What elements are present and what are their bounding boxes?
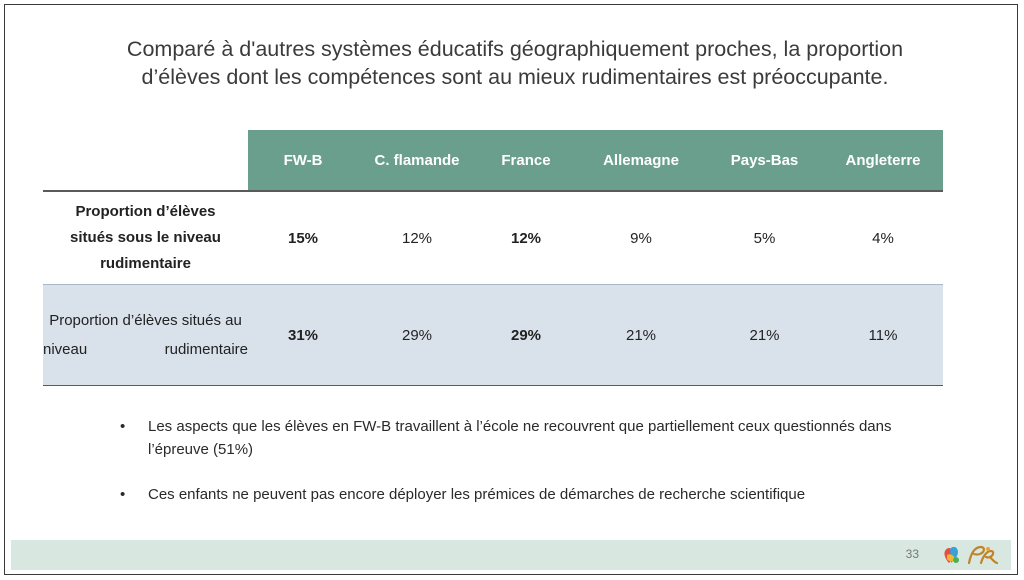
column-header-allemagne: Allemagne [576, 130, 706, 191]
table-cell: 12% [476, 191, 576, 285]
bullet-item [120, 415, 910, 461]
column-header-pays-bas: Pays-Bas [706, 130, 823, 191]
bullet-icon: • [120, 418, 126, 435]
table-cell: 29% [476, 285, 576, 386]
row-label-line: situés sous le niveau [70, 229, 221, 246]
table-cell: 5% [706, 191, 823, 285]
table-cell: 21% [706, 285, 823, 386]
page-number: 33 [905, 547, 919, 561]
table-row [43, 285, 943, 386]
title-line-1: Comparé à d'autres systèmes éducatifs géographiquement proches, la proportion [126, 37, 904, 61]
bullet-text: Les aspects que les élèves en FW-B travaillent à l’école ne recouvrent que partiellement ceux questionnés dans l’épreuve (51%) [148, 418, 892, 458]
monogram-logo-icon [969, 547, 997, 563]
colorful-logo-icon [944, 547, 959, 563]
table-cell: 12% [358, 191, 476, 285]
table-corner-cell [43, 130, 248, 191]
table-cell: 4% [823, 191, 943, 285]
column-header-angleterre: Angleterre [823, 130, 943, 191]
slide-title [45, 35, 985, 91]
title-line-2: d’élèves dont les compétences sont au mieux rudimentaires est préoccupante. [141, 65, 889, 89]
bullet-icon: • [120, 486, 126, 503]
row-label-line: rudimentaire [100, 255, 191, 272]
bullet-text: Ces enfants ne peuvent pas encore déployer les prémices de démarches de recherche scientifique [148, 486, 806, 503]
bullet-list [120, 415, 910, 528]
column-header-france: France [476, 130, 576, 191]
table-cell: 21% [576, 285, 706, 386]
slide [4, 4, 1018, 575]
table-row [43, 191, 943, 285]
row-label-rudimentary: Proportion d’élèves situés au niveau rudimentaire [43, 285, 248, 386]
table-cell: 15% [248, 191, 358, 285]
footer-band [11, 540, 1011, 570]
table-cell: 11% [823, 285, 943, 386]
column-header-c-flamande: C. flamande [358, 130, 476, 191]
table-cell: 29% [358, 285, 476, 386]
table-cell: 9% [576, 191, 706, 285]
row-label-line: Proportion d’élèves [75, 203, 216, 220]
bullet-item [120, 483, 910, 506]
table-header-row [43, 130, 943, 191]
table-cell: 31% [248, 285, 358, 386]
row-label-below-rudimentary [43, 191, 248, 285]
comparison-table [43, 130, 943, 386]
column-header-fwb: FW-B [248, 130, 358, 191]
institution-logos [941, 543, 1001, 567]
